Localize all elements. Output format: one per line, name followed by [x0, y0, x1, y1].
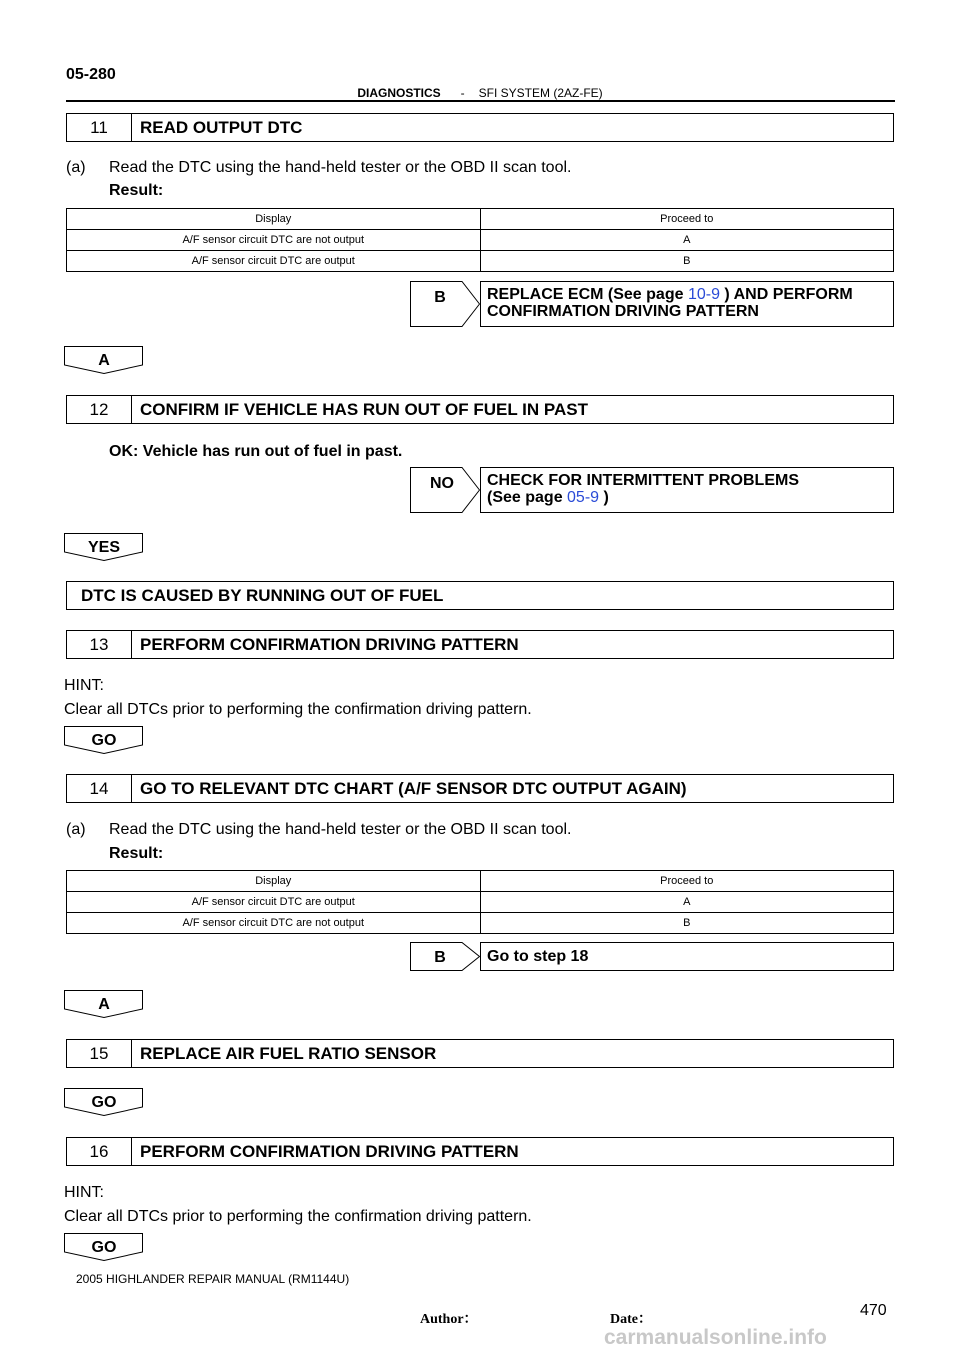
outcome-line-1: CHECK FOR INTERMITTENT PROBLEMS [487, 472, 799, 489]
flow-tab-a [64, 990, 144, 1018]
flow-tab-a [64, 346, 144, 374]
table-row [67, 230, 894, 251]
manual-title: 2005 HIGHLANDER REPAIR MANUAL (RM1144U) [76, 1272, 350, 1286]
outcome-line-1 [487, 286, 887, 303]
flow-tab-label: YES [87, 539, 121, 556]
page-code: 05-280 [66, 66, 116, 83]
flow-tab-label: GO [91, 1094, 117, 1111]
flow-tab-go [64, 726, 144, 754]
outcome-line-2: CONFIRMATION DRIVING PATTERN [487, 303, 759, 320]
outcome-text: ) AND PERFORM [719, 286, 853, 303]
hint-label: HINT: [64, 677, 104, 694]
step-15-header [66, 1039, 894, 1068]
section-title: DIAGNOSTICS [357, 86, 441, 100]
table-row [67, 913, 894, 934]
outcome-text: (See page [487, 489, 568, 506]
page-link[interactable]: 05-9 [567, 489, 600, 506]
author-label: Author： [420, 1312, 478, 1327]
table-header-cell: Proceed to [480, 209, 894, 230]
outcome-action-box [480, 281, 894, 327]
table-header-cell: Display [67, 871, 481, 892]
subsection-title: SFI SYSTEM (2AZ-FE) [478, 86, 603, 100]
step-number: 11 [67, 114, 132, 141]
outcome-label: NO [430, 475, 454, 492]
table-cell: A/F sensor circuit DTC are not output [67, 913, 481, 934]
step-title: REPLACE AIR FUEL RATIO SENSOR [140, 1043, 437, 1063]
page-link[interactable]: 10-9 [687, 286, 720, 303]
section-header [0, 86, 960, 100]
hint-text: Clear all DTCs prior to performing the confirmation driving pattern. [64, 1208, 532, 1225]
table-header-cell: Proceed to [480, 871, 894, 892]
result-label: Result: [109, 182, 164, 199]
step-number: 12 [67, 396, 132, 423]
step-title: CONFIRM IF VEHICLE HAS RUN OUT OF FUEL IN PAST [140, 399, 588, 419]
header-rule [66, 100, 895, 102]
outcome-b-arrow [410, 942, 480, 971]
outcome-action-box [480, 467, 894, 513]
flow-tab-go [64, 1233, 144, 1261]
step-number: 13 [67, 631, 132, 658]
outcome-b-arrow [410, 281, 480, 327]
outcome-label: B [434, 949, 446, 966]
table-cell: B [480, 913, 894, 934]
step-11-header [66, 113, 894, 142]
step-title: PERFORM CONFIRMATION DRIVING PATTERN [140, 634, 519, 654]
header-separator: - [460, 86, 465, 100]
table-header-cell: Display [67, 209, 481, 230]
table-cell: B [480, 251, 894, 272]
flow-tab-label: A [98, 352, 110, 369]
watermark: carmanualsonline.info [604, 1326, 827, 1349]
table-cell: A [480, 892, 894, 913]
step-title: READ OUTPUT DTC [140, 117, 303, 137]
step-16-header [66, 1137, 894, 1166]
outcome-no-arrow [410, 467, 480, 513]
flow-tab-go [64, 1088, 144, 1116]
outcome-line-2 [487, 489, 887, 506]
table-row [67, 251, 894, 272]
outcome-label: B [434, 289, 446, 306]
hint-label: HINT: [64, 1184, 104, 1201]
outcome-text: REPLACE ECM (See page [487, 286, 688, 303]
table-row [67, 892, 894, 913]
ok-criteria: OK: Vehicle has run out of fuel in past. [109, 443, 403, 460]
result-table [66, 870, 894, 934]
flow-tab-yes [64, 533, 144, 561]
step-12-header [66, 395, 894, 424]
step-title: PERFORM CONFIRMATION DRIVING PATTERN [140, 1141, 519, 1161]
instruction-text: Read the DTC using the hand-held tester or the OBD II scan tool. [109, 821, 572, 838]
table-cell: A/F sensor circuit DTC are not output [67, 230, 481, 251]
flow-tab-label: GO [91, 732, 117, 749]
step-title: GO TO RELEVANT DTC CHART (A/F SENSOR DTC OUTPUT AGAIN) [140, 778, 687, 798]
hint-text: Clear all DTCs prior to performing the confirmation driving pattern. [64, 701, 532, 718]
table-cell: A [480, 230, 894, 251]
instruction-label: (a) [66, 159, 86, 176]
outcome-action-box: Go to step 18 [480, 942, 894, 971]
result-table [66, 208, 894, 272]
flow-tab-label: A [98, 996, 110, 1013]
step-number: 14 [67, 775, 132, 802]
instruction-text: Read the DTC using the hand-held tester or the OBD II scan tool. [109, 159, 572, 176]
page-number: 470 [860, 1302, 887, 1319]
instruction-label: (a) [66, 821, 86, 838]
result-label: Result: [109, 845, 164, 862]
date-label: Date： [610, 1312, 652, 1327]
step-13-header [66, 630, 894, 659]
outcome-text: ) [599, 489, 609, 506]
step-number: 16 [67, 1138, 132, 1165]
step-14-header [66, 774, 894, 803]
table-cell: A/F sensor circuit DTC are output [67, 892, 481, 913]
table-cell: A/F sensor circuit DTC are output [67, 251, 481, 272]
table-header-row [67, 871, 894, 892]
flow-tab-label: GO [91, 1239, 117, 1256]
table-header-row [67, 209, 894, 230]
step-number: 15 [67, 1040, 132, 1067]
result-banner: DTC IS CAUSED BY RUNNING OUT OF FUEL [66, 581, 894, 610]
